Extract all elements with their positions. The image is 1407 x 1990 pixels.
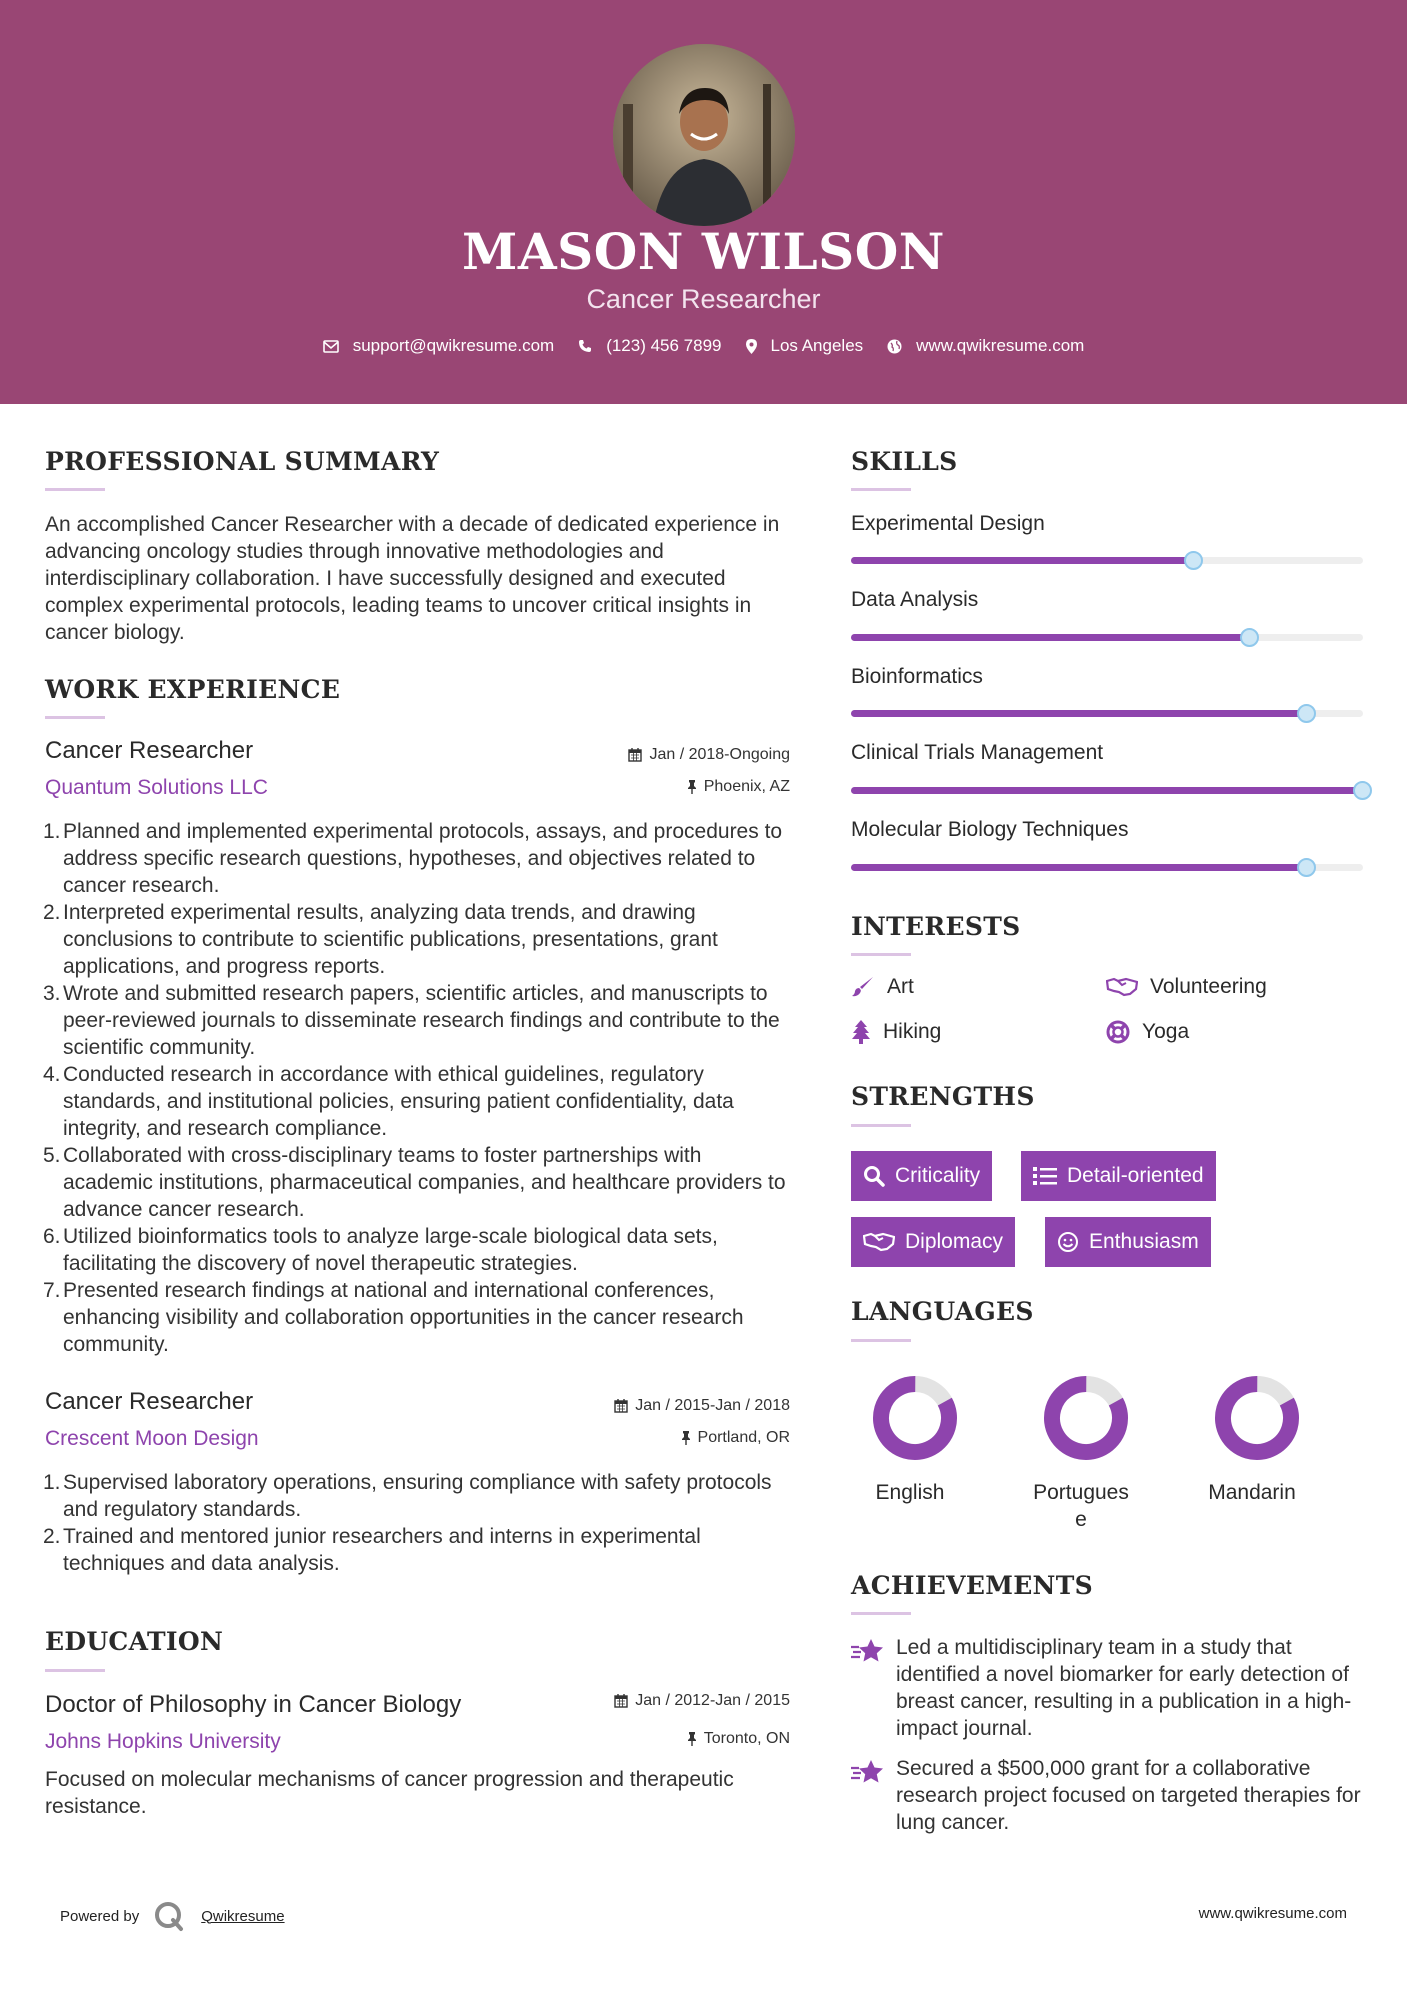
skill-bar	[851, 634, 1363, 641]
strength-enthusiasm: Enthusiasm	[1045, 1217, 1211, 1267]
list-item: 7. Presented research findings at national and international conferences, enhancing visibility and collaboration opportunities in the cancer research community.	[43, 1279, 744, 1356]
list-item: 4. Conducted research in accordance with ethical guidelines, regulatory standards, and institutional policies, ensuring patient confidentiality, data integrity, and research compliance.	[43, 1063, 734, 1140]
contact-email[interactable]	[323, 336, 555, 356]
phone-icon	[578, 339, 592, 353]
qwikresume-link[interactable]: Qwikresume	[201, 1907, 285, 1925]
education-divider	[45, 1669, 105, 1672]
interest-volunteering: Volunteering	[1106, 975, 1267, 999]
calendar-icon	[614, 1399, 628, 1413]
list-item: 2. Interpreted experimental results, analyzing data trends, and drawing conclusions to contribute to scientific publications, presentations, grant applications, and progress reports.	[43, 901, 718, 978]
skill-label: Data Analysis	[851, 588, 979, 611]
powered-by-text: Powered by	[60, 1907, 140, 1925]
header	[0, 0, 1407, 404]
skill-fill	[851, 634, 1250, 641]
list-icon	[1033, 1166, 1057, 1186]
skill-knob	[1184, 551, 1203, 570]
candidate-name: MASON WILSON	[462, 222, 945, 281]
calendar-icon	[628, 748, 642, 762]
strength-diplomacy: Diplomacy	[851, 1217, 1015, 1267]
achievements-title: ACHIEVEMENTS	[851, 1571, 1093, 1600]
interests-divider	[851, 953, 911, 956]
globe-icon	[887, 339, 902, 354]
skill-fill	[851, 557, 1194, 564]
languages-title: LANGUAGES	[851, 1297, 1034, 1326]
job-2-bullets	[45, 1469, 795, 1577]
footer-powered-by	[60, 1900, 285, 1932]
language-label: Portugues e	[1033, 1481, 1129, 1531]
envelope-icon	[323, 340, 339, 353]
star-icon	[850, 1638, 884, 1664]
job-2-company: Crescent Moon Design	[45, 1427, 259, 1450]
pushpin-icon	[681, 1431, 691, 1445]
skill-label: Clinical Trials Management	[851, 741, 1104, 764]
language-donut-portuguese	[1016, 1375, 1156, 1465]
list-item: 6. Utilized bioinformatics tools to analyze large-scale biological data sets, facilitating the discovery of novel therapeutic strategies.	[43, 1225, 718, 1275]
location-text: Los Angeles	[770, 336, 864, 355]
paintbrush-icon	[851, 976, 875, 998]
smiley-icon	[1057, 1231, 1079, 1253]
job-1-dates	[560, 746, 790, 764]
handshake-icon	[863, 1232, 895, 1252]
skill-fill	[851, 710, 1307, 717]
search-icon	[863, 1165, 885, 1187]
job-1-dates-text: Jan / 2018-Ongoing	[649, 746, 790, 763]
list-item: 1. Planned and implemented experimental protocols, assays, and procedures to address specific research questions, hypotheses, and objectives related to cancer research.	[43, 820, 783, 897]
interest-hiking: Hiking	[851, 1020, 941, 1044]
contact-website[interactable]	[887, 336, 1084, 356]
job-1-title: Cancer Researcher	[45, 737, 254, 764]
summary-divider	[45, 488, 105, 491]
summary-title: PROFESSIONAL SUMMARY	[45, 447, 440, 476]
skills-divider	[851, 488, 911, 491]
job-2-title: Cancer Researcher	[45, 1388, 254, 1415]
contact-row	[0, 336, 1407, 356]
skill-bar	[851, 710, 1363, 717]
education-location	[560, 1730, 790, 1748]
map-pin-icon	[746, 339, 757, 354]
education-location-text: Toronto, ON	[703, 1730, 790, 1747]
list-item: 2. Trained and mentored junior researchers and interns in experimental techniques and data analysis.	[43, 1525, 701, 1575]
degree-title: Doctor of Philosophy in Cancer Biology	[45, 1691, 462, 1718]
skill-fill	[851, 787, 1363, 794]
list-item: 1. Supervised laboratory operations, ensuring compliance with safety protocols and regulatory standards.	[43, 1471, 772, 1521]
language-label: English	[875, 1481, 945, 1504]
profile-photo	[613, 44, 795, 226]
list-item: 3. Wrote and submitted research papers, scientific articles, and manuscripts to peer-reviewed journals to disseminate research findings and contribute to the scientific community.	[43, 982, 780, 1059]
contact-phone[interactable]	[578, 336, 721, 356]
interest-yoga: Yoga	[1106, 1020, 1189, 1044]
strengths-divider	[851, 1124, 911, 1127]
language-donut-mandarin	[1187, 1375, 1327, 1465]
skill-bar	[851, 557, 1363, 564]
achievement-item: Led a multidisciplinary team in a study that identified a novel biomarker for early detection of breast cancer, resulting in a publication in a high-impact journal.	[896, 1636, 1352, 1740]
strength-criticality: Criticality	[851, 1151, 992, 1201]
footer-website-link[interactable]: www.qwikresume.com	[1198, 1905, 1347, 1922]
school-name: Johns Hopkins University	[45, 1730, 281, 1753]
strengths-title: STRENGTHS	[851, 1082, 1035, 1111]
qwikresume-logo-icon	[153, 1900, 187, 1932]
achievement-item: Secured a $500,000 grant for a collaborative research project focused on targeted therapies for lung cancer.	[896, 1757, 1361, 1834]
handshake-icon	[1106, 977, 1138, 997]
skill-bar	[851, 787, 1363, 794]
interest-art: Art	[851, 975, 914, 999]
skill-label: Molecular Biology Techniques	[851, 818, 1129, 841]
strength-detail-oriented: Detail-oriented	[1021, 1151, 1216, 1201]
job-1-company: Quantum Solutions LLC	[45, 776, 268, 799]
job-2-dates	[560, 1397, 790, 1415]
calendar-icon	[614, 1694, 628, 1708]
education-dates	[560, 1692, 790, 1710]
pushpin-icon	[687, 1732, 697, 1746]
website-text: www.qwikresume.com	[916, 336, 1085, 355]
education-dates-text: Jan / 2012-Jan / 2015	[635, 1692, 790, 1709]
email-text: support@qwikresume.com	[352, 336, 555, 355]
skills-title: SKILLS	[851, 447, 958, 476]
language-donut-english	[845, 1375, 985, 1465]
skill-fill	[851, 864, 1307, 871]
skill-label: Bioinformatics	[851, 665, 983, 688]
interests-title: INTERESTS	[851, 912, 1021, 941]
language-label: Mandarin	[1208, 1481, 1296, 1504]
work-title: WORK EXPERIENCE	[45, 675, 341, 704]
tree-icon	[851, 1020, 871, 1044]
pushpin-icon	[687, 780, 697, 794]
star-icon	[850, 1759, 884, 1785]
skill-knob	[1297, 704, 1316, 723]
summary-text: An accomplished Cancer Researcher with a decade of dedicated experience in advancing oncology studies through innovative methodologies and interdisciplinary collaboration. I have successfully designed and executed complex experimental protocols, leading teams to uncover critical insights in cancer biology.	[45, 513, 780, 644]
candidate-role: Cancer Researcher	[586, 284, 821, 314]
skill-label: Experimental Design	[851, 512, 1045, 535]
work-divider	[45, 716, 105, 719]
achievements-divider	[851, 1612, 911, 1615]
skill-knob	[1353, 781, 1372, 800]
job-1-location	[560, 778, 790, 796]
job-1-bullets	[45, 818, 795, 1358]
job-1-location-text: Phoenix, AZ	[703, 778, 790, 795]
skill-knob	[1240, 628, 1259, 647]
job-2-location	[560, 1429, 790, 1447]
skill-knob	[1297, 858, 1316, 877]
job-2-location-text: Portland, OR	[697, 1429, 790, 1446]
phone-text: (123) 456 7899	[606, 336, 722, 355]
contact-location	[746, 336, 864, 356]
lifebuoy-icon	[1106, 1020, 1130, 1044]
languages-divider	[851, 1339, 911, 1342]
skill-bar	[851, 864, 1363, 871]
job-2-dates-text: Jan / 2015-Jan / 2018	[635, 1397, 790, 1414]
education-text: Focused on molecular mechanisms of cancer progression and therapeutic resistance.	[45, 1768, 734, 1818]
list-item: 5. Collaborated with cross-disciplinary teams to foster partnerships with academic institutions, pharmaceutical companies, and healthcare providers to advance cancer research.	[43, 1144, 786, 1221]
education-title: EDUCATION	[45, 1627, 224, 1656]
